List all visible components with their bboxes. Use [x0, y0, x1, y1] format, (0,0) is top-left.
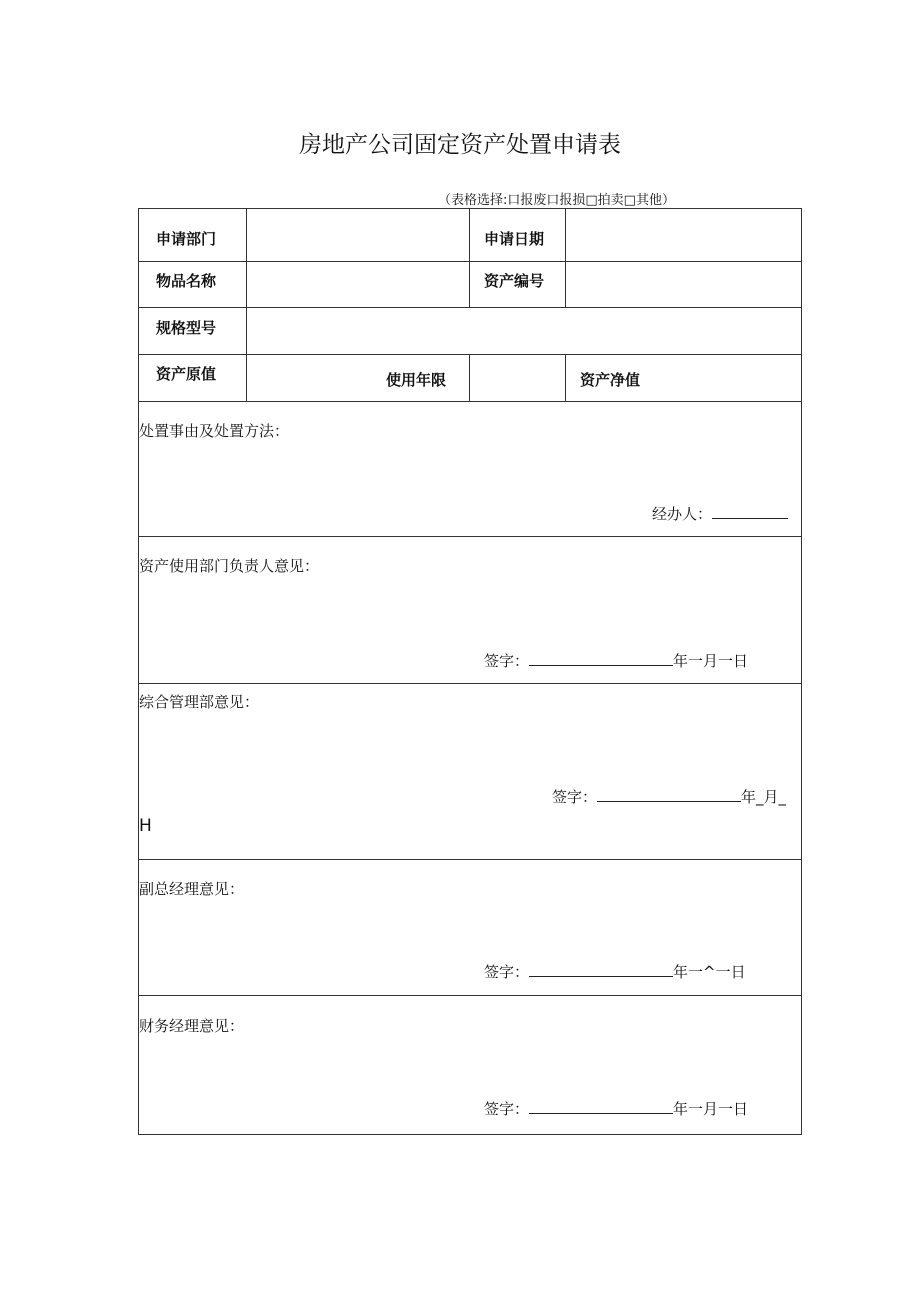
asset-no-label: 资产编号: [484, 272, 545, 290]
dept-head-sign[interactable]: [484, 650, 748, 671]
handler-label: 经办人：: [652, 505, 713, 523]
use-years-label: 使用年限: [386, 371, 447, 389]
handler-sign[interactable]: [652, 503, 788, 524]
spec-model-field[interactable]: [247, 308, 801, 354]
deputy-gm-label: 副总经理意见：: [139, 880, 245, 898]
deputy-gm-date: 年一^一日: [673, 963, 746, 981]
finance-sign[interactable]: [484, 1098, 748, 1119]
apply-dept-field[interactable]: [247, 209, 469, 261]
apply-dept-label: 申请部门: [156, 230, 217, 248]
finance-date: 年一月一日: [673, 1100, 749, 1118]
form-type-selection: （表格选择:口报废口报损□拍卖□其他）: [438, 193, 675, 208]
spec-model-label: 规格型号: [156, 319, 217, 337]
use-years-field[interactable]: [470, 355, 565, 401]
dept-head-date: 年一月一日: [673, 652, 749, 670]
reason-label: 处置事由及处置方法：: [139, 422, 290, 440]
asset-net-label: 资产净值: [580, 371, 641, 389]
admin-sign[interactable]: [552, 786, 786, 807]
admin-sign-label: 签字：: [552, 788, 598, 806]
apply-date-field[interactable]: [566, 209, 801, 261]
admin-date: 年_月_: [741, 788, 787, 806]
finance-label: 财务经理意见：: [139, 1017, 245, 1035]
asset-no-field[interactable]: [566, 262, 801, 307]
deputy-gm-sign[interactable]: [484, 961, 746, 982]
dept-head-sign-label: 签字：: [484, 652, 530, 670]
item-name-label: 物品名称: [156, 272, 217, 290]
dept-head-label: 资产使用部门负责人意见：: [139, 557, 320, 575]
admin-label: 综合管理部意见：: [139, 693, 260, 711]
item-name-field[interactable]: [247, 262, 469, 307]
deputy-gm-sign-label: 签字：: [484, 963, 530, 981]
finance-sign-label: 签字：: [484, 1100, 530, 1118]
admin-date-day: H: [139, 816, 152, 836]
page-title: 房地产公司固定资产处置申请表: [299, 132, 621, 158]
apply-date-label: 申请日期: [484, 230, 545, 248]
asset-original-label: 资产原值: [156, 365, 217, 383]
